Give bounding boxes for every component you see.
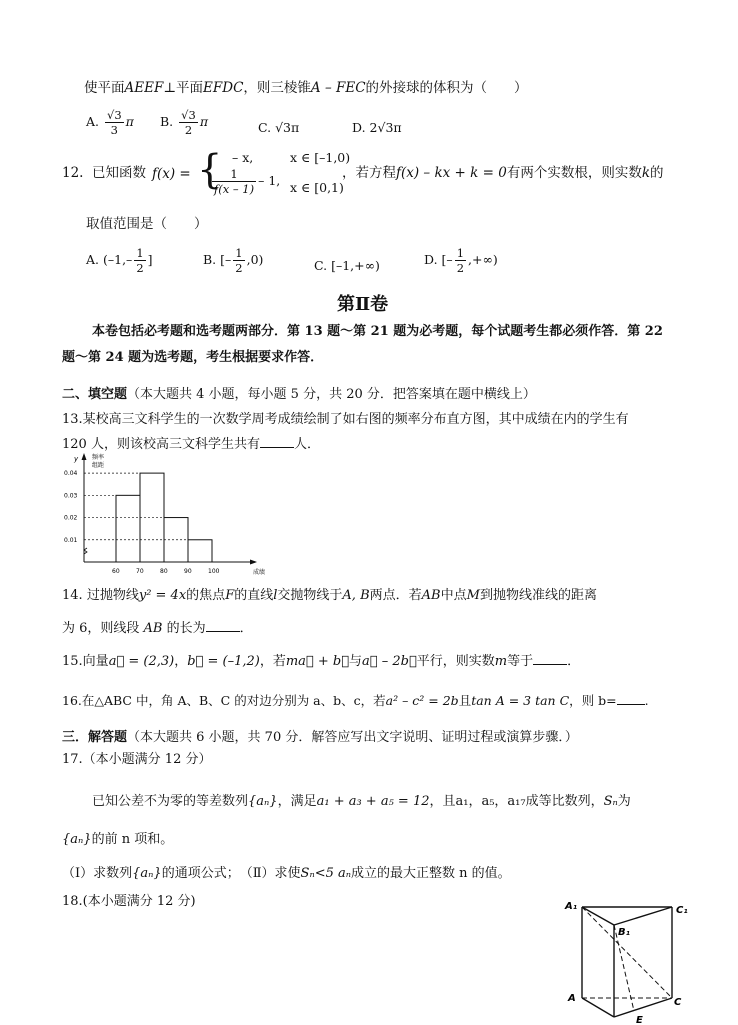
q11-plane2: EFDC (203, 80, 244, 96)
q15-text: ，若 (259, 654, 286, 669)
sec3-heading: 三．解答题 (62, 730, 128, 745)
answer-blank[interactable] (617, 690, 645, 705)
label-C: C (674, 997, 682, 1008)
q17-text: （Ⅰ）求数列 (62, 866, 133, 881)
q12-piece1-domain: x ∈ [–1,0) (290, 150, 351, 165)
interval-right: ,0) (246, 252, 264, 267)
option-fraction (134, 246, 145, 275)
q11-option-a-label: A. (86, 114, 100, 129)
q15-text: 平行，则实数 (416, 654, 495, 669)
histogram-bar (116, 495, 140, 562)
q17-sequence: {aₙ} (132, 866, 162, 881)
edge-B-C (614, 998, 672, 1017)
q12-stem-b (342, 163, 664, 183)
q14-line1 (62, 586, 597, 606)
q14-point-F: F (225, 588, 235, 603)
q14-segment: AB (143, 621, 163, 636)
q11-text-c: 的外接球的体积为（ ） (365, 80, 528, 96)
q17-Sn: Sₙ (603, 794, 618, 809)
q12-text-b: ，若方程 (342, 165, 396, 181)
q14-text: 过抛物线 (86, 588, 139, 603)
option-fraction (233, 246, 244, 275)
q14-text: 为 6，则线段 (62, 621, 140, 636)
fraction-numerator: √3 (107, 108, 122, 122)
q12-line2: 取值范围是（ ） (86, 216, 208, 232)
sec2-note: （本大题共 4 小题，每小题 5 分，共 20 分．把答案填在题中横线上） (127, 387, 536, 402)
q12-option-b (203, 246, 263, 275)
q15-text: 15.向量 (62, 654, 109, 669)
q12-num: 12. (62, 165, 84, 181)
q16-equation-1: a² – c² = 2b (385, 693, 459, 708)
q11-plane1: AEEF (124, 80, 164, 96)
histogram-x-tick-label: 100 (208, 568, 220, 575)
histogram (62, 450, 292, 580)
interval-right: ] (147, 252, 153, 267)
part2-intro-line2: 题～第 24 题为选考题，考生根据要求作答． (62, 350, 324, 365)
histogram-x-arrow (250, 560, 257, 565)
q11-pyramid: A – FEC (310, 80, 366, 96)
histogram-y-tick-label: 0.02 (64, 514, 78, 522)
q11-text-a: 使平面 (84, 80, 125, 96)
q11-perp: ⊥平面 (163, 80, 204, 96)
q12-equation: f(x) – kx + k = 0 (396, 165, 507, 181)
histogram-y-label-1: 频率 (92, 454, 105, 461)
histogram-x-tick-label: 90 (184, 568, 192, 575)
sec2-heading: 二、填空题 (62, 387, 128, 402)
q12-brace: { (197, 147, 223, 193)
histogram-ticks (64, 470, 220, 575)
q17-text: 的通项公式； （Ⅱ）求使 (161, 866, 301, 881)
q12-option-c: C. [–1,+∞) (314, 258, 380, 273)
q11-stem (84, 78, 528, 98)
histogram-y-tick-label: 0.01 (64, 536, 78, 544)
sec2-heading-row (62, 385, 536, 405)
interval-left: (–1,– (103, 252, 133, 267)
sec3-note: （本大题共 6 小题，共 70 分．解答应写出文字说明、证明过程或演算步骤．） (127, 730, 578, 745)
q11-option-a (86, 108, 134, 137)
pi-symbol: π (125, 114, 134, 129)
histogram-y-label-2: 组距 (92, 462, 105, 469)
histogram-y-tick-label: 0.04 (64, 470, 78, 478)
q15-vector-b: b⃗ = (–1,2) (187, 654, 260, 669)
q17-line3 (62, 864, 511, 884)
q12-piece2 (210, 167, 280, 196)
edge-A1-B1 (582, 907, 614, 925)
q16-text: ，则 b= (569, 693, 617, 708)
histogram-y-axis-letter: y (74, 455, 79, 463)
q13-text: 120 人，则该校高三文科学生共有 (62, 437, 260, 452)
q17-text: 成立的最大正整数 n 的值。 (351, 866, 511, 881)
q15-text: 与 (349, 654, 363, 669)
q15-combo2: a⃗ – 2b⃗ (362, 654, 417, 669)
fraction-numerator: 1 (456, 246, 465, 260)
q12-k: k (641, 165, 651, 181)
histogram-bar (188, 540, 212, 562)
fraction-denominator: 2 (184, 123, 193, 137)
q12-fx: f(x) = (152, 166, 191, 182)
fraction-numerator: 1 (235, 246, 243, 260)
q17-head: 17.（本小题满分 12 分） (62, 752, 212, 767)
part2-title: 第Ⅱ卷 (337, 294, 389, 315)
q14-point-M: M (466, 588, 480, 603)
q17-sum: a₁ + a₃ + a₅ = 12 (316, 794, 430, 809)
option-label: A. (86, 252, 100, 267)
answer-blank[interactable] (260, 433, 294, 448)
option-fraction (455, 246, 466, 275)
prism-figure (560, 895, 710, 1025)
q14-points: A, B (342, 588, 370, 603)
q16-text: 且 (458, 693, 472, 708)
histogram-x-tick-label: 70 (136, 568, 144, 575)
histogram-x-tick-label: 80 (160, 568, 168, 575)
fraction-numerator: √3 (181, 108, 196, 122)
q11-option-c: C. √3π (258, 120, 300, 135)
q17-sequence: {aₙ} (248, 794, 278, 809)
fraction-denominator: 2 (136, 261, 144, 275)
q11-option-b-fraction (179, 108, 198, 137)
label-A: A (568, 993, 576, 1004)
q13-text-tail: 人． (293, 437, 320, 452)
q12-text-d: 的 (650, 165, 664, 181)
q17-line1 (92, 792, 631, 812)
q17-text: ，满足 (277, 794, 317, 809)
q13-line1: 13.某校高三文科学生的一次数学周考成绩绘制了如右图的频率分布直方图，其中成绩在内的学生有 (62, 412, 629, 427)
q15-text: 等于 (507, 654, 534, 669)
q12-option-d (424, 246, 498, 275)
q12-piece2-fraction (212, 167, 256, 196)
interval-left: [– (441, 252, 453, 267)
edge-A-B (582, 998, 614, 1017)
histogram-x-label: 成绩 (253, 569, 266, 576)
q12-piece1-expr: – x, (232, 150, 254, 165)
q14-text: 的直线 (234, 588, 274, 603)
q17-text: 已知公差不为零的等差数列 (92, 794, 249, 809)
fraction-denominator: 2 (456, 261, 465, 275)
q17-sequence: {aₙ} (62, 832, 92, 847)
q11-option-b (160, 108, 208, 137)
q15-vector-a: a⃗ = (2,3) (108, 654, 175, 669)
q11-option-d: D. 2√3π (352, 120, 402, 135)
pi-symbol: π (199, 114, 209, 129)
fraction-denominator: f(x – 1) (214, 182, 255, 196)
q14-segment: AB (421, 588, 441, 603)
answer-blank[interactable] (206, 617, 240, 632)
histogram-y-arrow (82, 453, 87, 460)
q15-line: 15.向量a⃗ = (2,3)，b⃗ = (–1,2)，若ma⃗ + b⃗与a⃗ – 2b⃗平行，则实数m等于 ． (62, 650, 580, 672)
q12-piece2-tail: – 1, (258, 173, 281, 188)
q14-text: 两点．若 (369, 588, 422, 603)
fraction-denominator: 3 (110, 123, 118, 137)
q14-line-l: l (273, 588, 278, 603)
fraction-numerator: 1 (136, 246, 144, 260)
q17-text: 为 (617, 794, 631, 809)
q14-line2: 为 6，则线段 AB 的长为 ． (62, 617, 253, 639)
histogram-y-tick-label: 0.03 (64, 492, 78, 500)
q11-text-b: ，则三棱锥 (243, 80, 311, 96)
q16-line: 16.在△ABC 中，角 A、B、C 的对边分别为 a、b、c，若a² – c² = 2b且tan A = 3 tan C，则 b= . (62, 690, 649, 711)
q11-option-b-label: B. (160, 114, 174, 129)
q12-option-a (86, 246, 153, 275)
q12-text-c: 有两个实数根，则实数 (506, 165, 642, 181)
q16-equation-2: tan A = 3 tan C (471, 693, 570, 708)
q15-combo1: ma⃗ + b⃗ (285, 654, 350, 669)
q14-text: 的长为 (166, 621, 206, 636)
option-label: D. (424, 252, 438, 267)
label-C1: C₁ (676, 905, 688, 916)
option-label: B. (203, 252, 217, 267)
sec3-heading-row (62, 728, 578, 748)
label-E: E (636, 1015, 643, 1025)
q17-inequality: Sₙ<5 aₙ (300, 866, 352, 881)
part2-intro-line1: 本卷包括必考题和选考题两部分．第 13 题～第 21 题为必考题，每个试题考生都必须作答．第 22 (92, 324, 663, 339)
q14-text: 交抛物线于 (277, 588, 343, 603)
q15-m: m (494, 654, 508, 669)
q14-num: 14. (62, 588, 83, 603)
edge-B1-C1 (614, 907, 672, 925)
q15-text: ， (174, 654, 188, 669)
interval-left: [– (220, 252, 232, 267)
label-A1: A₁ (565, 901, 578, 912)
label-B1: B₁ (618, 927, 631, 938)
fraction-numerator: 1 (212, 167, 256, 182)
q16-text: 16.在△ABC 中，角 A、B、C 的对边分别为 a、b、c，若 (62, 693, 386, 708)
q14-text: 到抛物线准线的距离 (479, 588, 597, 603)
q17-text: ，且a₁，a₅，a₁₇成等比数列， (429, 794, 604, 809)
histogram-bars (116, 473, 212, 562)
q17-text: 的前 n 项和。 (91, 832, 174, 847)
q12-piece2-domain: x ∈ [0,1) (290, 180, 344, 195)
q18-head: 18.(本小题满分 12 分) (62, 894, 196, 909)
q17-line2 (62, 830, 173, 850)
q11-option-a-fraction (105, 108, 124, 137)
q14-text: 的焦点 (186, 588, 226, 603)
q14-parabola: y² = 4x (138, 588, 187, 603)
q12-stem-a: 已知函数 (92, 165, 146, 181)
answer-blank[interactable] (533, 650, 567, 665)
histogram-x-tick-label: 60 (112, 568, 120, 575)
q14-text: 中点 (440, 588, 467, 603)
interval-right: ,+∞) (468, 252, 498, 267)
fraction-denominator: 2 (235, 261, 243, 275)
